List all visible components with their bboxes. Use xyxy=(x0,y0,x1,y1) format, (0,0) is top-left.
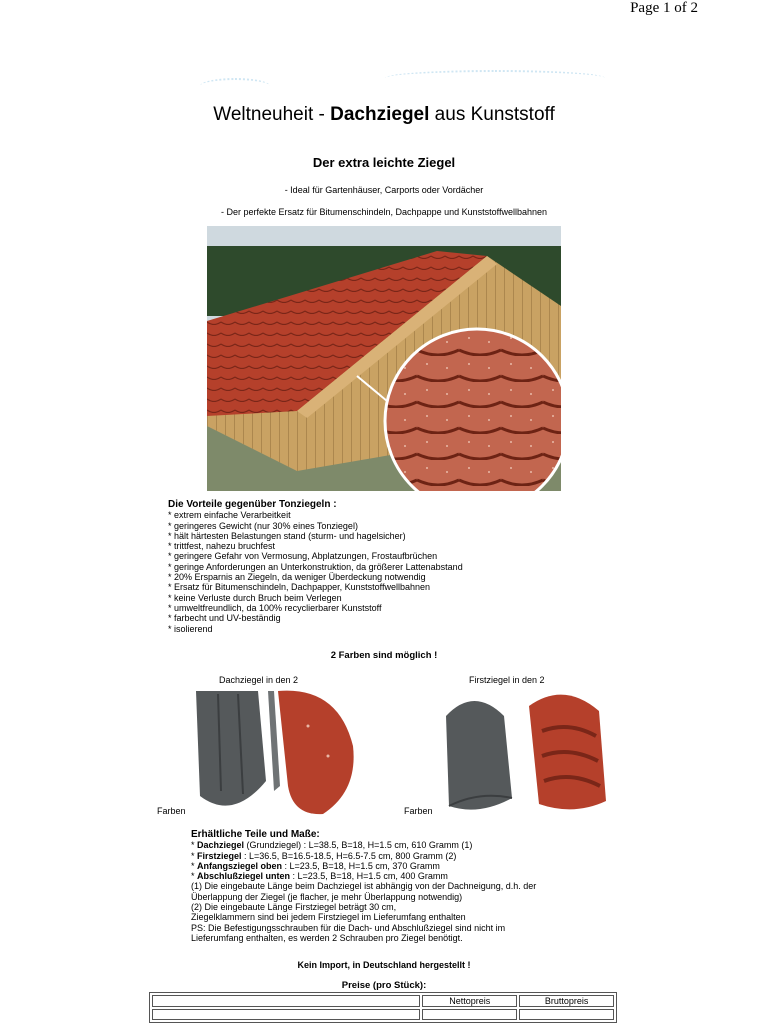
part-line: * Abschlußziegel unten : L=23.5, B=18, H=1.5 cm, 400 Gramm xyxy=(191,871,448,882)
parts-heading: Erhältliche Teile und Maße: xyxy=(191,829,320,840)
table-header-cell: Bruttopreis xyxy=(519,995,614,1007)
intro-line-2: - Der perfekte Ersatz für Bitumenschindeln, Dachpappe und Kunststoffwellbahnen xyxy=(220,207,548,217)
intro-line-1: - Ideal für Gartenhäuser, Carports oder Vordächer xyxy=(284,185,484,195)
table-header-cell: Nettopreis xyxy=(422,995,517,1007)
cloud-decoration-right xyxy=(385,70,605,86)
roof-tile-caption: Dachziegel in den 2 xyxy=(219,675,299,685)
part-note: Lieferumfang enthalten, es werden 2 Schrauben pro Ziegel benötigt. xyxy=(191,932,463,943)
ridge-tile-photo xyxy=(434,686,612,816)
advantage-item: * geringeres Gewicht (nur 30% eines Tonziegel) xyxy=(168,520,358,531)
title-bold: Dachziegel xyxy=(330,104,430,125)
part-note: Überlappung der Ziegel (je flacher, je mehr Überlappung notwendig) xyxy=(191,891,463,902)
table-row xyxy=(152,995,614,1007)
advantage-item: * geringe Anforderungen an Unterkonstruktion, da größerer Lattenabstand xyxy=(168,561,463,572)
advantage-item: * extrem einfache Verarbeitkeit xyxy=(168,510,291,521)
colors-heading: 2 Farben sind möglich ! xyxy=(330,650,438,661)
part-note: (1) Die eingebaute Länge beim Dachziegel ist abhängig von der Dachneigung, d.h. der xyxy=(191,881,537,892)
import-note: Kein Import, in Deutschland hergestellt ! xyxy=(297,960,471,970)
part-note: Ziegelklammern sind bei jedem Firstziegel im Lieferumfang enthalten xyxy=(191,912,466,923)
table-cell xyxy=(422,1009,517,1020)
ridge-tile-caption: Firstziegel in den 2 xyxy=(469,675,545,685)
cloud-decoration-left xyxy=(200,78,270,94)
parts-section xyxy=(191,830,611,943)
advantage-item: * geringere Gefahr von Vermosung, Abplatzungen, Frostaufbrüchen xyxy=(168,551,438,562)
page-number: Page 1 of 2 xyxy=(630,0,698,16)
part-spec: : L=23.5, B=18, H=1.5 cm, 370 Gramm xyxy=(282,860,440,871)
advantages-section xyxy=(168,500,463,634)
subtitle: Der extra leichte Ziegel xyxy=(312,155,456,170)
table-header-cell xyxy=(152,995,420,1007)
part-name: Anfangsziegel oben xyxy=(197,860,283,871)
advantage-item: * isolierend xyxy=(168,623,213,634)
roof-tile-photo xyxy=(188,686,364,816)
price-table xyxy=(149,992,617,1023)
advantage-item: * 20% Ersparnis an Ziegeln, da weniger Überdeckung notwendig xyxy=(168,572,426,583)
page-title xyxy=(0,104,768,126)
prices-heading: Preise (pro Stück): xyxy=(341,980,427,991)
part-note: PS: Die Befestigungsschrauben für die Dach- und Abschlußziegel sind nicht im xyxy=(191,922,506,933)
part-line: * Firstziegel : L=36.5, B=16.5-18.5, H=6.5-7.5 cm, 800 Gramm (2) xyxy=(191,850,457,861)
part-spec: : L=23.5, B=18, H=1.5 cm, 400 Gramm xyxy=(290,871,448,882)
part-line: * Anfangsziegel oben : L=23.5, B=18, H=1.5 cm, 370 Gramm xyxy=(191,860,440,871)
shed-roof-photo xyxy=(207,226,561,491)
part-name: Dachziegel xyxy=(197,840,245,851)
part-spec: (Grundziegel) : L=38.5, B=18, H=1.5 cm, 610 Gramm (1) xyxy=(244,840,473,851)
roof-tile-caption-side: Farben xyxy=(157,806,186,816)
title-suffix: aus Kunststoff xyxy=(429,104,555,125)
advantage-item: * keine Verluste durch Bruch beim Verlegen xyxy=(168,592,342,603)
ridge-tile-caption-side: Farben xyxy=(404,806,433,816)
part-name: Abschlußziegel unten xyxy=(197,871,291,882)
part-spec: : L=36.5, B=16.5-18.5, H=6.5-7.5 cm, 800 Gramm (2) xyxy=(241,850,457,861)
part-name: Firstziegel xyxy=(197,850,242,861)
advantage-item: * Ersatz für Bitumenschindeln, Dachpapper, Kunststoffwellbahnen xyxy=(168,582,430,593)
advantage-item: * farbecht und UV-beständig xyxy=(168,613,281,624)
advantages-heading: Die Vorteile gegenüber Tonziegeln : xyxy=(168,499,337,510)
table-cell xyxy=(152,1009,420,1020)
table-cell xyxy=(519,1009,614,1020)
advantage-item: * hält härtesten Belastungen stand (sturm- und hagelsicher) xyxy=(168,530,406,541)
advantage-item: * trittfest, nahezu bruchfest xyxy=(168,541,276,552)
part-line: * Dachziegel (Grundziegel) : L=38.5, B=18, H=1.5 cm, 610 Gramm (1) xyxy=(191,840,473,851)
part-note: (2) Die eingebaute Länge Firstziegel beträgt 30 cm, xyxy=(191,902,397,913)
title-prefix: Weltneuheit - xyxy=(213,104,331,125)
table-row xyxy=(152,1009,614,1020)
advantage-item: * umweltfreundlich, da 100% recyclierbarer Kunststoff xyxy=(168,602,382,613)
